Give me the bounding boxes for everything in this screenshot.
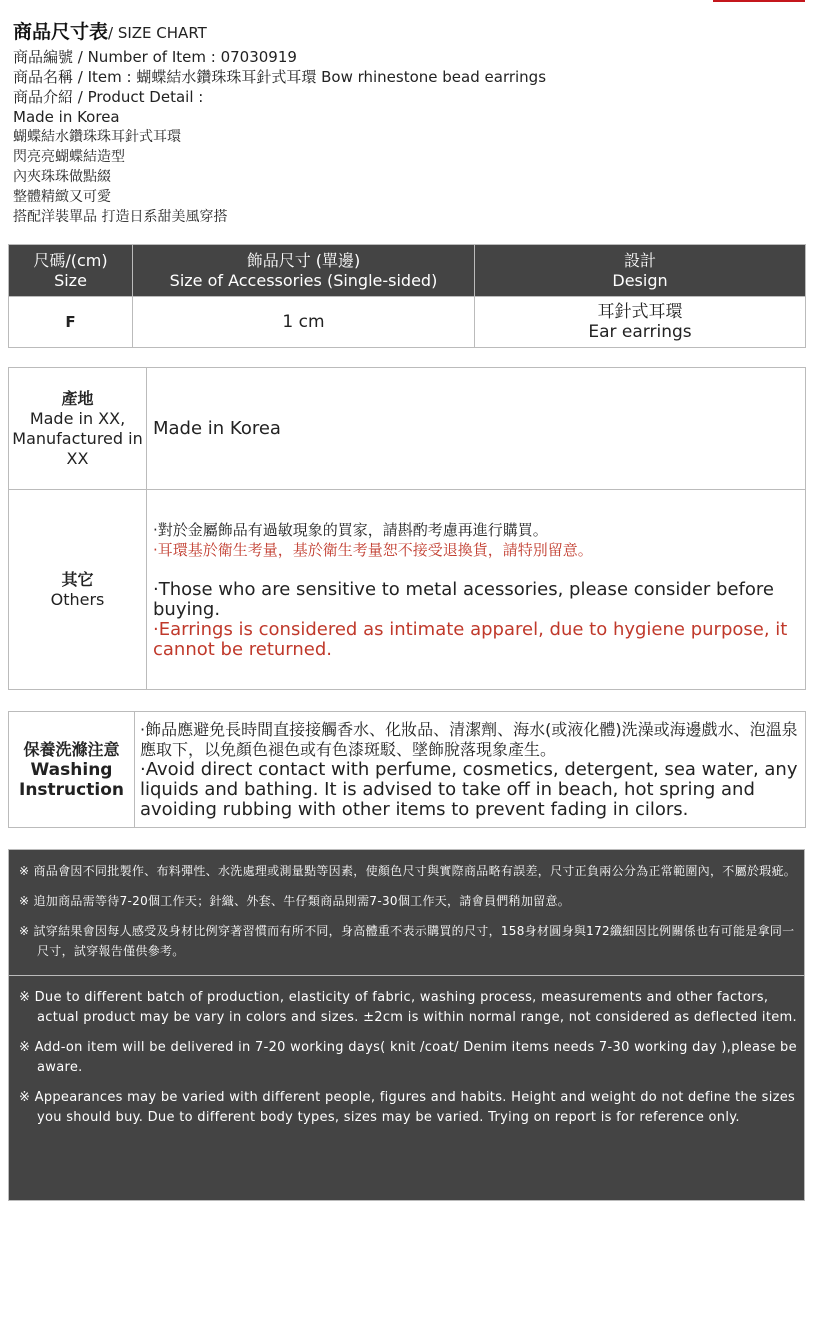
origin-others-table [8,367,806,690]
title-zh: 商品尺寸表 [13,21,109,43]
washing-row [9,712,806,828]
origin-label: 產地 Made in XX, Manufactured in XX [9,368,147,490]
detail-line: 閃亮亮蝴蝶結造型 [13,149,125,165]
header-design: 設計 Design [475,245,806,297]
cell-accessory-size: 1 cm [133,297,475,348]
note-zh: ※ 追加商品需等待7-20個工作天；針織、外套、牛仔類商品則需7-30個工作天，請會員們稍加留意。 [19,894,571,908]
origin-value: Made in Korea [147,368,806,490]
note-zh: ※ 商品會因不同批製作、布料彈性、水洗處理或測量點等因素，使顏色尺寸與實際商品略有誤差，尺寸正負兩公分為正常範圍內，不屬於瑕疵。 [19,864,797,878]
header-accessory-size: 飾品尺寸 (單邊) Size of Accessories (Single-sided) [133,245,475,297]
notes-divider [9,975,804,976]
others-label: 其它 Others [9,490,147,690]
size-table [8,244,806,348]
others-zh-warning: ·耳環基於衛生考量，基於衛生考量恕不接受退換貨，請特別留意。 [153,540,593,559]
others-en-warning: ·Earrings is considered as intimate apparel, due to hygiene purpose, it cannot be returned. [153,618,788,660]
notes-panel [8,849,805,1201]
others-zh-line: ·對於金屬飾品有過敏現象的買家，請斟酌考慮再進行購買。 [153,520,548,539]
note-en: ※ Add-on item will be delivered in 7-20 working days( knit /coat/ Denim items needs 7-30 working day ),please be aware. [19,1040,797,1075]
detail-line: 蝴蝶結水鑽珠珠耳針式耳環 [13,129,181,145]
cell-size: F [9,297,133,348]
table-row [9,297,806,348]
made-in: Made in Korea [13,108,120,126]
note-en: ※ Due to different batch of production, elasticity of fabric, washing process, measurements and other factors, actual product may be vary in colors and sizes. ±2cm is within normal range, not considered as deflected item. [19,990,797,1025]
washing-zh: ·飾品應避免長時間直接接觸香水、化妝品、清潔劑、海水(或液化體)洗澡或海邊戲水、泡溫泉應取下，以免顏色褪色或有色漆斑駁、墜飾脫落現象產生。 [140,719,798,759]
product-detail-label: 商品介紹 / Product Detail : [13,88,204,106]
detail-line: 整體精緻又可愛 [13,189,111,205]
others-en-line: ·Those who are sensitive to metal acessories, please consider before buying. [153,578,774,620]
size-table-header [9,245,806,297]
washing-en: ·Avoid direct contact with perfume, cosmetics, detergent, sea water, any liquids and bathing. It is advised to take off in beach, hot spring and avoiding rubbing with other items to prevent fading in cilors. [140,758,798,820]
page-title [13,17,803,47]
note-en: ※ Appearances may be varied with different people, figures and habits. Height and weight do not define the sizes you should buy. Due to different body types, sizes may be varied. Trying on report is for reference only. [19,1090,796,1125]
others-row [9,490,806,690]
top-accent-bar [713,0,805,2]
washing-content [135,712,806,828]
item-number: 商品編號 / Number of Item : 07030919 [13,48,297,66]
others-content [147,490,806,690]
washing-table [8,711,806,828]
header-size: 尺碼/(cm) Size [9,245,133,297]
cell-design: 耳針式耳環 Ear earrings [475,297,806,348]
item-name: 商品名稱 / Item : 蝴蝶結水鑽珠珠耳針式耳環 Bow rhinestone bead earrings [13,68,547,86]
detail-line: 搭配洋裝單品 打造日系甜美風穿搭 [13,209,228,225]
washing-label: 保養洗滌注意 Washing Instruction [9,712,135,828]
size-chart-header [13,17,803,227]
detail-line: 內夾珠珠做點綴 [13,169,111,185]
title-en: / SIZE CHART [108,24,207,42]
note-zh: ※ 試穿結果會因每人感受及身材比例穿著習慣而有所不同，身高體重不表示購買的尺寸，158身材圓身與172纖細因比例關係也有可能是拿同一尺寸，試穿報告僅供參考。 [19,924,795,958]
origin-row [9,368,806,490]
